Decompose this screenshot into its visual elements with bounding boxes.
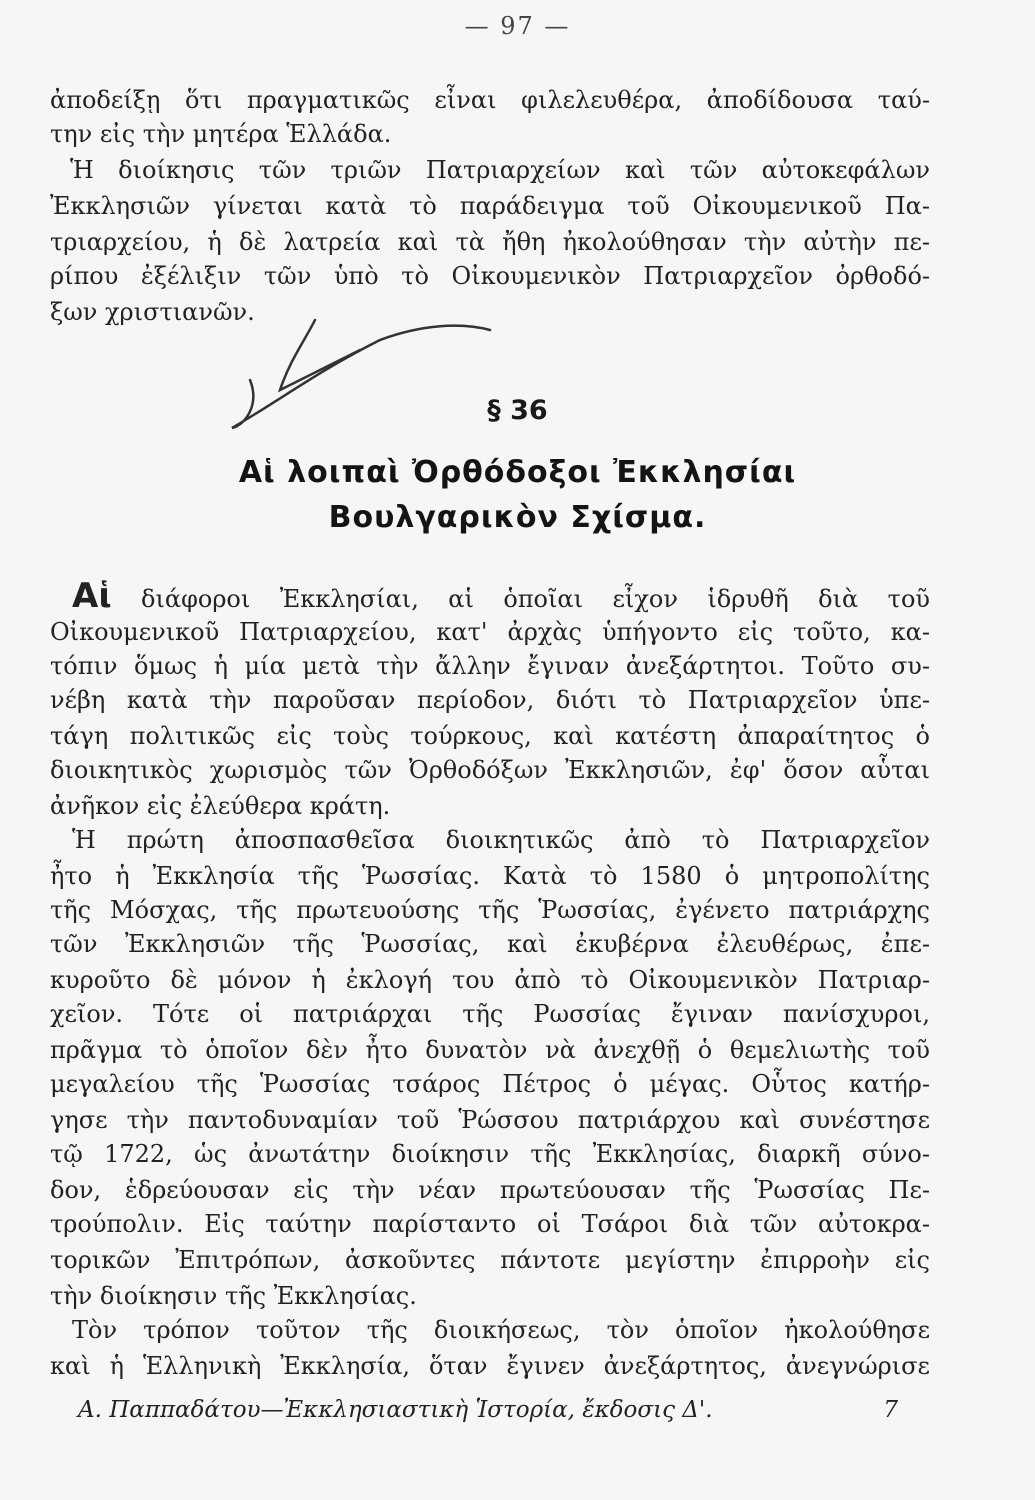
text-line [72, 578, 930, 614]
text-line: ἀνῆκον εἰς ἐλεύθερα κράτη. [50, 792, 391, 820]
text-line: τῆς Μόσχας, τῆς πρωτευούσης τῆς Ῥωσσίας, ἐγένετο πατριάρχης [50, 896, 930, 924]
page-number: — 97 — [464, 12, 571, 40]
dropcap: Αἱ [72, 576, 112, 616]
text-line: νέβη κατὰ τὴν παροῦσαν περίοδον, διότι τὸ Πατριαρχεῖον ὑπε- [50, 686, 930, 714]
text-line: κυροῦτο δὲ μόνον ἡ ἐκλογή του ἀπὸ τὸ Οἰκουμενικὸν Πατριαρ- [50, 966, 930, 994]
text-line: τάγη πολιτικῶς εἰς τοὺς τούρκους, καὶ κατέστη ἀπαραίτητος ὁ [50, 722, 930, 750]
text-line: ξων χριστιανῶν. [50, 298, 255, 326]
text-line: την εἰς τὴν μητέρα Ἑλλάδα. [50, 120, 392, 148]
text-line: χεῖον. Τότε οἱ πατριάρχαι τῆς Ρωσσίας ἔγιναν πανίσχυροι, [50, 1000, 930, 1028]
section-number: § 36 [487, 395, 548, 426]
text-line: καὶ ἡ Ἑλληνικὴ Ἐκκλησία, ὅταν ἔγινεν ἀνεξάρτητος, ἀνεγνώρισε [50, 1352, 930, 1380]
page-footer [78, 1397, 898, 1423]
text-line: Οἰκουμενικοῦ Πατριαρχείου, κατ' ἀρχὰς ὑπήγοντο εἰς τοῦτο, κα- [50, 618, 930, 646]
text-line: Ἡ πρώτη ἀποσπασθεῖσα διοικητικῶς ἀπὸ τὸ Πατριαρχεῖον [72, 826, 930, 854]
text-line: ἀποδείξῃ ὅτι πραγματικῶς εἶναι φιλελευθέρα, ἀποδίδουσα ταύ- [50, 86, 930, 114]
footer-citation: Α. Παππαδάτου—Ἐκκλησιαστικὴ Ἱστορία, ἔκδοσις Δ'. [78, 1397, 713, 1423]
text-line: τόπιν ὅμως ἡ μία μετὰ τὴν ἄλλην ἔγιναν ἀνεξάρτητοι. Τοῦτο συ- [50, 652, 930, 680]
text-line: Ἐκκλησιῶν γίνεται κατὰ τὸ παράδειγμα τοῦ Οἰκουμενικοῦ Πα- [50, 192, 930, 220]
text-line: δον, ἑδρεύουσαν εἰς τὴν νέαν πρωτεύουσαν τῆς Ῥωσσίας Πε- [50, 1176, 930, 1204]
text-line: Τὸν τρόπον τοῦτον τῆς διοικήσεως, τὸν ὁποῖον ἠκολούθησε [72, 1316, 930, 1344]
text-line: τῶν Ἐκκλησιῶν τῆς Ῥωσσίας, καὶ ἐκυβέρνα ἐλευθέρως, ἐπε- [50, 930, 930, 958]
text-line: γησε τὴν παντοδυναμίαν τοῦ Ῥώσσου πατριάρχου καὶ συνέστησε [50, 1106, 930, 1134]
text-line: διοικητικὸς χωρισμὸς τῶν Ὀρθοδόξων Ἐκκλησιῶν, ἐφ' ὅσον αὗται [50, 756, 930, 784]
text-line: ἦτο ἡ Ἐκκλησία τῆς Ῥωσσίας. Κατὰ τὸ 1580 ὁ μητροπολίτης [50, 862, 930, 890]
text-line: τριαρχείου, ἡ δὲ λατρεία καὶ τὰ ἤθη ἠκολούθησαν τὴν αὐτὴν πε- [50, 228, 930, 256]
text-line: μεγαλείου τῆς Ῥωσσίας τσάρος Πέτρος ὁ μέγας. Οὗτος κατήρ- [50, 1070, 930, 1098]
section-title: Αἱ λοιπαὶ Ὀρθόδοξοι Ἐκκλησίαι [238, 455, 797, 490]
text-line: τορικῶν Ἐπιτρόπων, ἀσκοῦντες πάντοτε μεγίστην ἐπιρροὴν εἰς [50, 1246, 930, 1274]
text-line: ρίπου ἐξέλιξιν τῶν ὑπὸ τὸ Οἰκουμενικὸν Πατριαρχεῖον ὀρθοδό- [50, 262, 930, 290]
text-line: Ἡ διοίκησις τῶν τριῶν Πατριαρχείων καὶ τῶν αὐτοκεφάλων [70, 156, 930, 184]
section-subtitle: Βουλγαρικὸν Σχίσμα. [328, 500, 707, 535]
signature-mark: 7 [883, 1397, 898, 1423]
text-line: πρᾶγμα τὸ ὁποῖον δὲν ἦτο δυνατὸν νὰ ἀνεχθῇ ὁ θεμελιωτὴς τοῦ [50, 1036, 930, 1064]
text-line: τρούπολιν. Εἰς ταύτην παρίσταντο οἱ Τσάροι διὰ τῶν αὐτοκρα- [50, 1210, 930, 1238]
text-line: τὴν διοίκησιν τῆς Ἐκκλησίας. [50, 1282, 417, 1310]
text-line: τῷ 1722, ὡς ἀνωτάτην διοίκησιν τῆς Ἐκκλησίας, διαρκῆ σύνο- [50, 1140, 930, 1168]
text-line-rest: διάφοροι Ἐκκλησίαι, αἱ ὁποῖαι εἶχον ἱδρυθῆ διὰ τοῦ [111, 585, 930, 613]
